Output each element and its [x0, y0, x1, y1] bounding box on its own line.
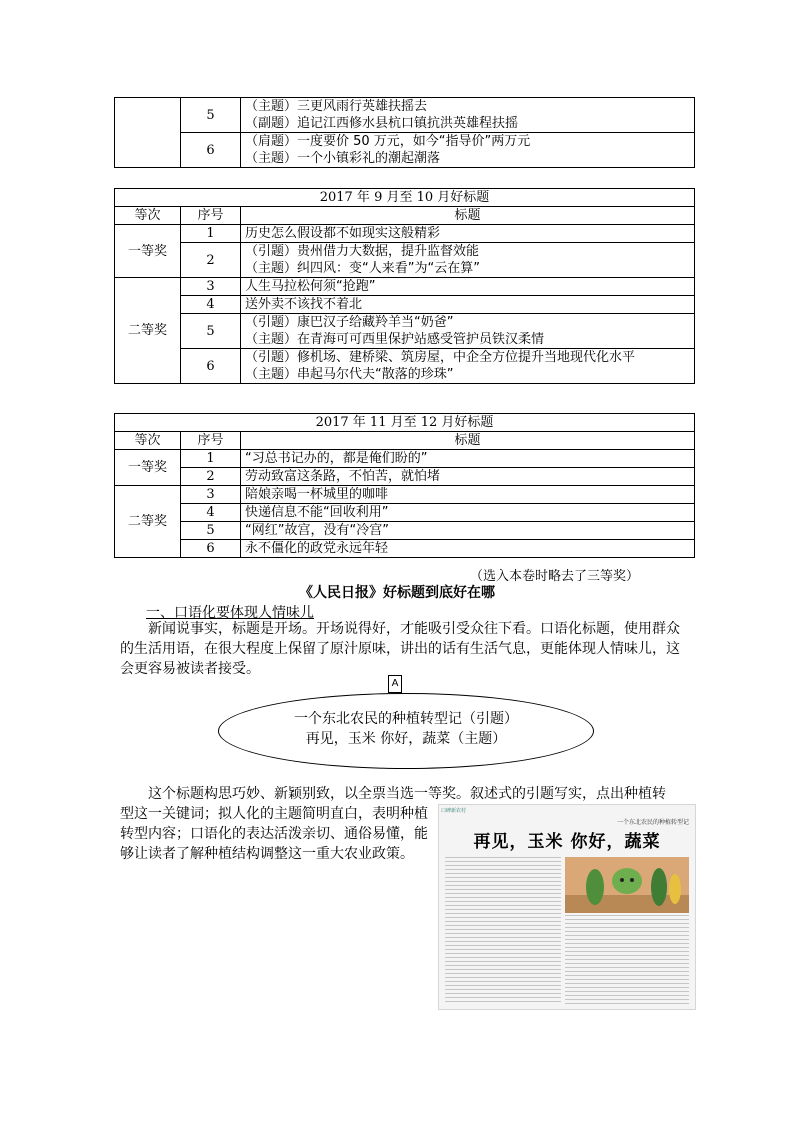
- title-line: 送外卖不该找不着北: [245, 297, 363, 312]
- clipping-illustration: [565, 857, 689, 913]
- table-row: [115, 296, 695, 314]
- column-header: 序号: [181, 207, 241, 225]
- table-row: [115, 450, 695, 468]
- award-level-cell: 二等奖: [115, 486, 181, 558]
- title-line: 劳动致富这条路，不怕苦，就怕堵: [245, 469, 441, 484]
- table-caption-row: [115, 189, 695, 207]
- title-cell: [241, 540, 695, 558]
- paragraph-analysis-cont: 型这一关键词；拟人化的主题简明直白，表明种植转型内容；口语化的表达活泼亲切、通俗易懂，能够让读者了解种植结构调整这一重大农业政策。: [120, 806, 428, 862]
- title-line: （主题）三更风雨行英雄扶摇去: [245, 99, 428, 114]
- number-cell: 5: [181, 98, 241, 133]
- title-cell: [241, 243, 695, 278]
- clipping-text-column: [445, 857, 561, 1005]
- paragraph-intro: 新闻说事实，标题是开场。开场说得好，才能吸引受众往下看。口语化标题，使用群众的生活用语，在很大程度上保留了原汁原味，讲出的话有生活气息，更能体现人情味儿，这会更容易被读者接受。: [120, 621, 680, 677]
- clipping-subhead: 一个东北农民的种植转型记: [616, 819, 689, 826]
- column-header: 标题: [241, 432, 695, 450]
- title-line: （引题）修机场、建桥梁、筑房屋，中企全方位提升当地现代化水平: [245, 350, 636, 365]
- title-cell: [241, 314, 695, 349]
- number-cell: 1: [181, 225, 241, 243]
- number-cell: 6: [181, 349, 241, 384]
- table-row: [115, 225, 695, 243]
- title-line: （引题）康巴汉子给藏羚羊当“奶爸”: [245, 315, 454, 330]
- number-cell: 4: [181, 504, 241, 522]
- clipping-text-column-2: [565, 915, 689, 1005]
- title-line: “习总书记办的，都是俺们盼的”: [245, 451, 428, 466]
- paragraph-analysis: 这个标题构思巧妙、新颖别致，以全票当选一等奖。叙述式的引题写实，点出种植转: [148, 786, 666, 802]
- table-row: [115, 504, 695, 522]
- table-header-row: [115, 207, 695, 225]
- number-cell: 6: [181, 540, 241, 558]
- column-header: 等次: [115, 207, 181, 225]
- table-row: [115, 349, 695, 384]
- table-awards-continuation: [114, 97, 695, 168]
- title-cell: [241, 98, 695, 133]
- title-line: （主题）一个小镇彩礼的潮起潮落: [245, 151, 441, 166]
- title-cell: [241, 450, 695, 468]
- table-caption-row: [115, 414, 695, 432]
- title-line: （肩题）一度要价 50 万元，如今“指导价”两万元: [245, 134, 531, 149]
- title-line: 快递信息不能“回收利用”: [245, 505, 389, 520]
- number-cell: 3: [181, 486, 241, 504]
- table-row: [115, 540, 695, 558]
- level-cell-empty: [115, 98, 181, 168]
- title-cell: [241, 296, 695, 314]
- clipping-label: 口碑新农村: [441, 808, 467, 814]
- title-line: 历史怎么假设都不如现实这般精彩: [245, 226, 441, 241]
- number-cell: 1: [181, 450, 241, 468]
- number-cell: 3: [181, 278, 241, 296]
- article-title: 《人民日报》好标题到底好在哪: [299, 585, 495, 601]
- award-level-cell: 一等奖: [115, 225, 181, 278]
- award-level-cell: 二等奖: [115, 278, 181, 384]
- number-cell: 4: [181, 296, 241, 314]
- title-line: （主题）纠四风：变“人来看”为“云在算”: [245, 261, 480, 276]
- table-row: [115, 243, 695, 278]
- number-cell: 5: [181, 314, 241, 349]
- title-line: （引题）贵州借力大数据，提升监督效能: [245, 244, 480, 259]
- title-cell: [241, 486, 695, 504]
- vegetable-illustration: [565, 857, 689, 913]
- column-header: 等次: [115, 432, 181, 450]
- table-row: [115, 522, 695, 540]
- section-heading: 一、口语化要体现人情味儿: [146, 605, 314, 621]
- title-cell: [241, 504, 695, 522]
- table-row: [115, 314, 695, 349]
- ellipse-line-2: 再见，玉米 你好，蔬菜（主题）: [305, 731, 507, 747]
- number-cell: 5: [181, 522, 241, 540]
- table-nov-dec-2017: [114, 413, 695, 558]
- column-header: 序号: [181, 432, 241, 450]
- marker-box: A: [388, 675, 402, 693]
- table-caption: 2017 年 9 月至 10 月好标题: [115, 189, 695, 207]
- title-line: 永不僵化的政党永远年轻: [245, 541, 389, 556]
- column-header: 标题: [241, 207, 695, 225]
- title-cell: [241, 468, 695, 486]
- table-header-row: [115, 432, 695, 450]
- headline-ellipse: [218, 693, 594, 769]
- number-cell: 2: [181, 468, 241, 486]
- table-row: [115, 278, 695, 296]
- title-cell: [241, 349, 695, 384]
- title-cell: [241, 133, 695, 168]
- title-line: （主题）串起马尔代夫“散落的珍珠”: [245, 367, 454, 382]
- table-row: [115, 98, 695, 133]
- title-cell: [241, 278, 695, 296]
- newspaper-clipping-image: [438, 804, 696, 1010]
- title-line: （副题）追记江西修水县杭口镇抗洪英雄程扶摇: [245, 116, 519, 131]
- title-line: 陪娘亲喝一杯城里的咖啡: [245, 487, 389, 502]
- table-sep-oct-2017: [114, 188, 695, 384]
- clipping-headline: 再见，玉米 你好，蔬菜: [473, 832, 661, 852]
- number-cell: 2: [181, 243, 241, 278]
- title-cell: [241, 522, 695, 540]
- table-caption: 2017 年 11 月至 12 月好标题: [115, 414, 695, 432]
- title-cell: [241, 225, 695, 243]
- table-row: [115, 486, 695, 504]
- omission-note: （选入本卷时略去了三等奖）: [470, 569, 640, 584]
- table-row: [115, 133, 695, 168]
- title-line: “网红”故宫，没有“冷宫”: [245, 523, 389, 538]
- table-row: [115, 468, 695, 486]
- award-level-cell: 一等奖: [115, 450, 181, 486]
- ellipse-line-1: 一个东北农民的种植转型记（引题）: [294, 711, 518, 727]
- number-cell: 6: [181, 133, 241, 168]
- title-line: （主题）在青海可可西里保护站感受管护员铁汉柔情: [245, 332, 545, 347]
- title-line: 人生马拉松何须“抢跑”: [245, 279, 376, 294]
